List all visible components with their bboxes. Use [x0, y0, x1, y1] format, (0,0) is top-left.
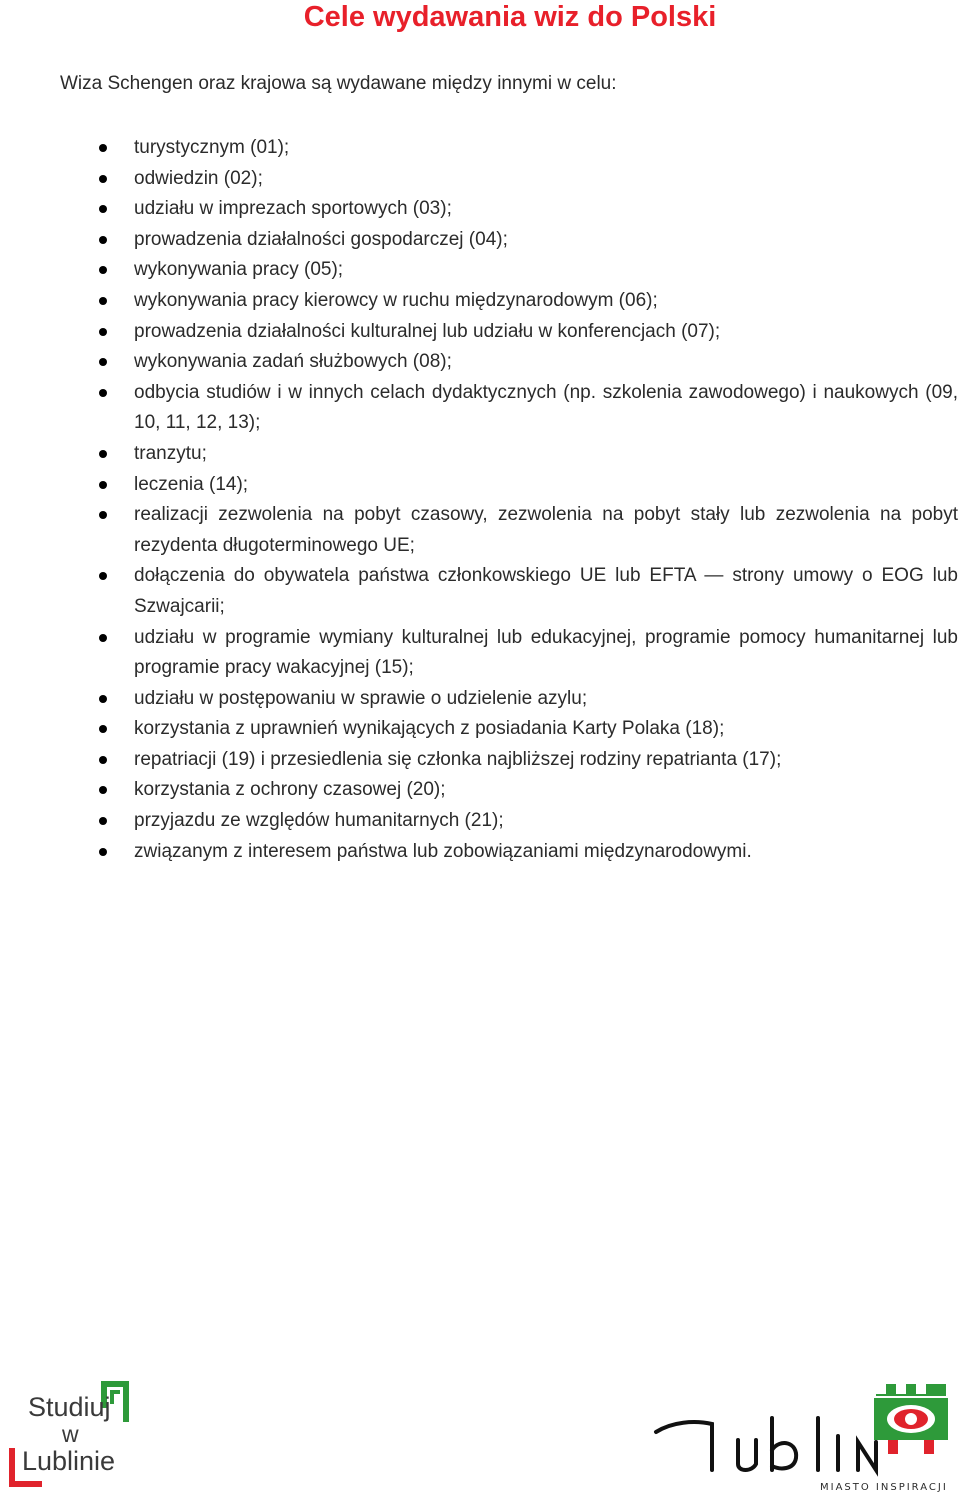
list-item-text: prowadzenia działalności gospodarczej (04);: [134, 228, 508, 250]
logo-line-2: w: [62, 1421, 79, 1447]
bullet-icon: [99, 725, 107, 733]
list-item: [0, 133, 960, 164]
list-item: [0, 714, 960, 745]
list-item-text: związanym z interesem państwa lub zobowiązaniami międzynarodowymi.: [134, 840, 752, 862]
lublin-tagline: MIASTO INSPIRACJI: [820, 1482, 948, 1493]
list-item: [0, 164, 960, 195]
bullet-icon: [99, 205, 107, 213]
bullet-icon: [99, 236, 107, 244]
bullet-icon: [99, 634, 107, 642]
bullet-icon: [99, 817, 107, 825]
list-item-text: udziału w programie wymiany kulturalnej lub edukacyjnej, programie pomocy humanitarnej lub programie pracy wakacyjnej (15);: [134, 626, 958, 679]
list-item: [0, 684, 960, 715]
purpose-list: [0, 133, 960, 867]
list-item: [0, 317, 960, 348]
list-item: [0, 439, 960, 470]
list-item: [0, 378, 960, 439]
bullet-icon: [99, 144, 107, 152]
list-item-text: turystycznym (01);: [134, 137, 290, 158]
list-item: [0, 470, 960, 501]
list-item-text: udziału w postępowaniu w sprawie o udzielenie azylu;: [134, 687, 588, 709]
list-item-text: prowadzenia działalności kulturalnej lub udziału w konferencjach (07);: [134, 320, 721, 342]
bullet-icon: [99, 481, 107, 489]
bullet-icon: [99, 266, 107, 274]
list-item-text: realizacji zezwolenia na pobyt czasowy, zezwolenia na pobyt stały lub zezwolenia na pobyt rezydenta długoterminowego UE;: [134, 504, 958, 556]
bullet-icon: [99, 358, 107, 366]
page-title: Cele wydawania wiz do Polski: [303, 1, 717, 33]
intro-text: Wiza Schengen oraz krajowa są wydawane między innymi w celu:: [60, 73, 617, 94]
lublin-wordmark-icon: [656, 1418, 876, 1470]
list-item: [0, 347, 960, 378]
logo-line-3: Lublinie: [22, 1446, 116, 1476]
bullet-icon: [99, 297, 107, 305]
bullet-icon: [99, 511, 107, 519]
list-item-text: korzystania z ochrony czasowej (20);: [134, 779, 446, 801]
list-item: [0, 561, 960, 622]
bullet-icon: [99, 450, 107, 458]
list-item-text: wykonywania zadań służbowych (08);: [134, 351, 452, 373]
list-item: [0, 255, 960, 286]
bullet-icon: [99, 695, 107, 703]
list-item-text: wykonywania pracy kierowcy w ruchu międzynarodowym (06);: [134, 289, 658, 311]
bullet-icon: [99, 389, 107, 397]
bullet-icon: [99, 756, 107, 764]
list-item: [0, 837, 960, 868]
logo-green-inner-bracket: [112, 1392, 120, 1404]
list-item: [0, 225, 960, 256]
bullet-icon: [99, 328, 107, 336]
list-item: [0, 500, 960, 561]
list-item-text: tranzytu;: [134, 442, 207, 464]
studiuj-w-lublinie-logo: [8, 1378, 138, 1488]
list-item: [0, 775, 960, 806]
bullet-icon: [99, 848, 107, 856]
list-item: [0, 745, 960, 776]
lublin-emblem-icon: [874, 1384, 948, 1454]
bullet-icon: [99, 175, 107, 183]
lublin-city-logo: [652, 1378, 960, 1495]
list-item-text: odbycia studiów i w innych celach dydaktycznych (np. szkolenia zawodowego) i naukowych (09, 10, 11, 12, 13);: [134, 381, 958, 434]
bullet-icon: [99, 786, 107, 794]
list-item-text: przyjazdu ze względów humanitarnych (21);: [134, 810, 504, 832]
bullet-icon: [99, 572, 107, 580]
list-item: [0, 623, 960, 684]
list-item-text: repatriacji (19) i przesiedlenia się członka najbliższej rodziny repatrianta (17);: [134, 748, 782, 770]
list-item: [0, 286, 960, 317]
list-item-text: dołączenia do obywatela państwa członkowskiego UE lub EFTA — strony umowy o EOG lub Szwajcarii;: [134, 565, 958, 617]
list-item: [0, 806, 960, 837]
list-item-text: odwiedzin (02);: [134, 167, 263, 189]
list-item-text: udziału w imprezach sportowych (03);: [134, 198, 452, 220]
list-item: [0, 194, 960, 225]
list-item-text: leczenia (14);: [134, 473, 249, 495]
list-item-text: korzystania z uprawnień wynikających z posiadania Karty Polaka (18);: [134, 718, 725, 740]
list-item-text: wykonywania pracy (05);: [134, 259, 344, 281]
logo-line-1: Studiuj: [28, 1392, 111, 1422]
